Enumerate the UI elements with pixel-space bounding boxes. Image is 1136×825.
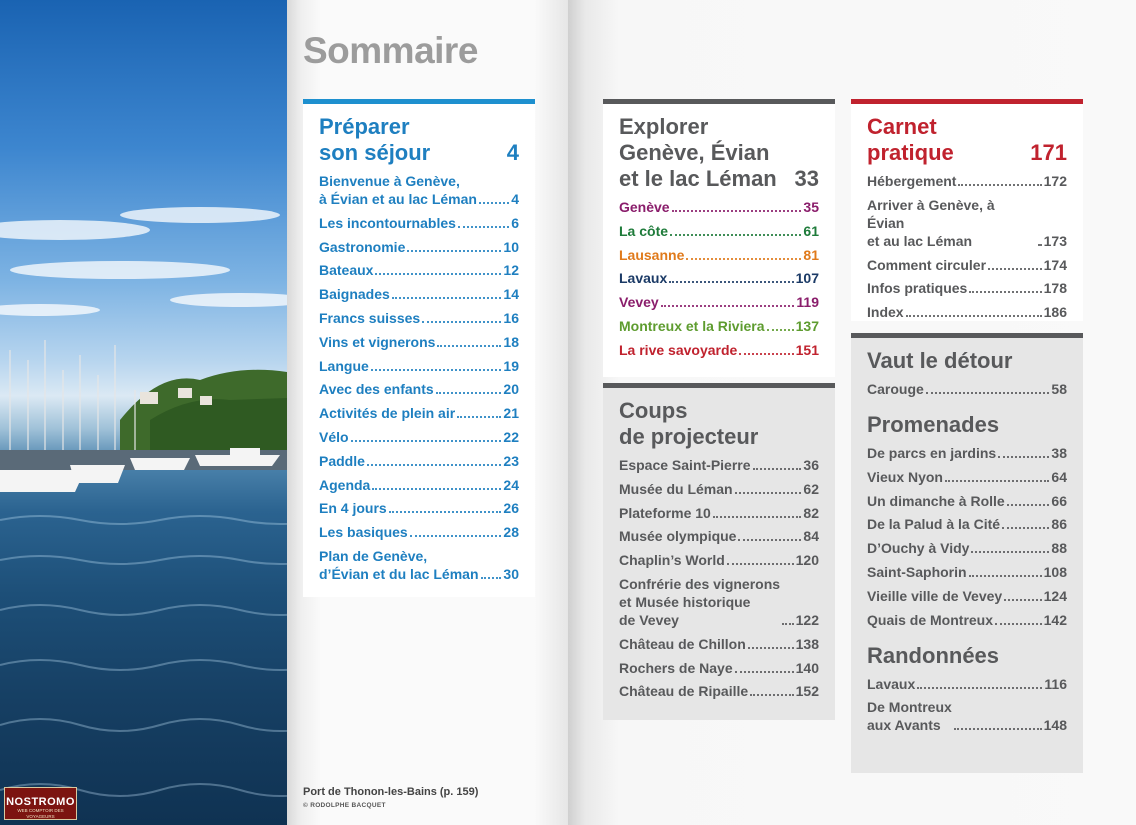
- toc-entry[interactable]: [619, 527, 819, 545]
- toc-entry-label: Hébergement: [867, 173, 957, 189]
- toc-entry-label: De parcs en jardins: [867, 445, 997, 461]
- toc-entry-page: 178: [1043, 280, 1067, 297]
- toc-leader-dots: [686, 258, 801, 260]
- toc-entry[interactable]: [619, 682, 819, 700]
- toc-entry-label: Musée du Léman: [619, 480, 733, 497]
- toc-entry-label: Vélo: [319, 428, 349, 445]
- toc-entry[interactable]: [867, 587, 1067, 605]
- coups-list: [619, 456, 819, 700]
- toc-entry-page: 82: [803, 504, 819, 521]
- toc-leader-dots: [713, 516, 802, 518]
- toc-leader-dots: [410, 535, 502, 537]
- toc-entry-label: Carouge: [867, 381, 924, 397]
- toc-entry-page: 19: [503, 357, 519, 374]
- toc-entry-page: 152: [795, 683, 819, 700]
- toc-entry[interactable]: [867, 172, 1067, 190]
- toc-entry-page: 16: [503, 309, 519, 326]
- toc-leader-dots: [479, 202, 509, 204]
- toc-entry[interactable]: [319, 214, 519, 232]
- toc-entry-label: Quais de Montreux: [867, 611, 994, 628]
- section-randonnees-title: Randonnées: [867, 642, 1000, 668]
- section-coups: [603, 383, 835, 720]
- toc-leader-dots: [1007, 504, 1050, 506]
- toc-entry-page: 142: [1043, 611, 1067, 628]
- toc-entry-label: Lausanne: [619, 246, 685, 263]
- toc-leader-dots: [767, 329, 794, 331]
- section-explorer: [603, 99, 835, 377]
- nostromo-logo: [4, 787, 77, 820]
- toc-entry-label: La rive savoyarde: [619, 341, 738, 358]
- toc-leader-dots: [351, 440, 502, 442]
- toc-entry-label: Comment circuler: [867, 256, 987, 273]
- toc-leader-dots: [1004, 599, 1041, 601]
- promenades-list: [867, 444, 1067, 629]
- toc-leader-dots: [1002, 527, 1049, 529]
- toc-entry[interactable]: [867, 492, 1067, 510]
- section-coups-title: Coups de projecteur: [619, 398, 759, 449]
- toc-entry-page: 38: [1051, 445, 1067, 461]
- toc-leader-dots: [954, 728, 1042, 730]
- toc-leader-dots: [917, 687, 1042, 689]
- toc-entry-label: Bateaux: [319, 262, 374, 279]
- toc-entry-label: Chaplin’s World: [619, 552, 725, 569]
- toc-entry[interactable]: [867, 539, 1067, 557]
- section-explorer-heading: [619, 114, 819, 192]
- toc-entry-label: Bienvenue à Genève, à Évian et au lac Léman: [319, 173, 477, 207]
- toc-entry-page: 18: [503, 333, 519, 350]
- toc-entry-label: Vieux Nyon: [867, 468, 943, 485]
- toc-entry-page: 4: [511, 191, 519, 207]
- toc-leader-dots: [738, 539, 801, 541]
- toc-leader-dots: [988, 268, 1042, 270]
- toc-entry-label: La côte: [619, 222, 669, 239]
- toc-leader-dots: [481, 577, 502, 579]
- section-explorer-title: Explorer Genève, Évian et le lac Léman: [619, 114, 777, 191]
- toc-entry-label: Gastronomie: [319, 238, 406, 255]
- toc-entry-label: Plateforme 10: [619, 504, 711, 521]
- toc-leader-dots: [995, 623, 1042, 625]
- toc-entry-label: De la Palud à la Cité: [867, 516, 1001, 533]
- toc-leader-dots: [739, 353, 793, 355]
- section-carnet-heading: [867, 114, 1067, 166]
- toc-entry[interactable]: [867, 196, 1067, 250]
- toc-leader-dots: [672, 210, 802, 212]
- toc-entry-page: 6: [511, 214, 519, 231]
- toc-entry[interactable]: [619, 293, 819, 311]
- toc-leader-dots: [750, 694, 793, 696]
- toc-entry-page: 36: [803, 457, 819, 473]
- toc-entry-label: Agenda: [319, 476, 371, 493]
- toc-leader-dots: [735, 492, 802, 494]
- toc-entry[interactable]: [319, 261, 519, 279]
- toc-entry-label: Espace Saint-Pierre: [619, 457, 751, 473]
- toc-entry[interactable]: [319, 285, 519, 303]
- toc-leader-dots: [926, 392, 1050, 394]
- toc-entry-page: 140: [795, 659, 819, 676]
- toc-entry[interactable]: [619, 246, 819, 264]
- toc-leader-dots: [436, 392, 502, 394]
- toc-leader-dots: [392, 297, 502, 299]
- toc-leader-dots: [735, 671, 794, 673]
- toc-entry-page: 124: [1043, 587, 1067, 604]
- toc-entry-page: 35: [803, 199, 819, 215]
- toc-entry[interactable]: [319, 428, 519, 446]
- toc-entry[interactable]: [619, 222, 819, 240]
- toc-entry[interactable]: [619, 317, 819, 335]
- toc-entry-page: 14: [503, 286, 519, 303]
- page-title: Sommaire: [303, 30, 478, 71]
- toc-leader-dots: [661, 305, 795, 307]
- toc-entry-page: 119: [796, 294, 819, 311]
- toc-entry-page: 23: [503, 452, 519, 469]
- toc-entry[interactable]: [867, 444, 1067, 462]
- toc-entry-page: 151: [795, 341, 819, 358]
- toc-entry-page: 122: [795, 611, 819, 628]
- toc-entry-label: Baignades: [319, 286, 390, 303]
- toc-entry-page: 84: [803, 528, 819, 545]
- section-preparer-title: Préparer son séjour: [319, 114, 431, 165]
- toc-entry[interactable]: [319, 523, 519, 541]
- section-preparer-heading: [319, 114, 519, 166]
- toc-entry[interactable]: [867, 698, 1067, 734]
- toc-leader-dots: [969, 575, 1042, 577]
- toc-entry-page: 12: [503, 262, 519, 279]
- toc-entry-page: 107: [795, 270, 819, 287]
- cover-photo: [0, 0, 287, 825]
- toc-leader-dots: [457, 416, 501, 418]
- carnet-list: [867, 172, 1067, 321]
- toc-entry[interactable]: [867, 279, 1067, 297]
- toc-entry-page: 62: [803, 480, 819, 497]
- toc-entry[interactable]: [319, 172, 519, 208]
- toc-leader-dots: [437, 345, 501, 347]
- toc-leader-dots: [372, 488, 501, 490]
- toc-entry-page: 173: [1043, 232, 1067, 249]
- toc-entry[interactable]: [619, 504, 819, 522]
- toc-entry[interactable]: [319, 357, 519, 375]
- toc-entry-page: 116: [1044, 675, 1067, 692]
- toc-leader-dots: [367, 464, 502, 466]
- toc-entry-page: 61: [803, 222, 819, 239]
- toc-entry-page: 26: [503, 500, 519, 517]
- toc-entry-label: Confrérie des vignerons et Musée historique de Vevey: [619, 575, 781, 628]
- toc-entry[interactable]: [619, 551, 819, 569]
- toc-leader-dots: [670, 234, 801, 236]
- section-carnet-title: Carnet pratique: [867, 114, 954, 165]
- toc-entry-page: 186: [1043, 304, 1067, 321]
- section-vaut: [851, 333, 1083, 773]
- toc-leader-dots: [407, 250, 501, 252]
- toc-entry-label: D’Ouchy à Vidy: [867, 540, 970, 557]
- toc-leader-dots: [748, 647, 794, 649]
- toc-entry[interactable]: [867, 515, 1067, 533]
- toc-entry[interactable]: [619, 269, 819, 287]
- toc-entry-label: Lavaux: [867, 675, 916, 692]
- toc-leader-dots: [371, 369, 502, 371]
- toc-entry[interactable]: [319, 238, 519, 256]
- logo-name: NOSTROMO: [6, 796, 75, 808]
- toc-entry-label: De Montreux aux Avants: [867, 699, 952, 734]
- toc-entry[interactable]: [319, 380, 519, 398]
- toc-entry-page: 81: [803, 246, 819, 263]
- section-explorer-page: 33: [794, 166, 819, 191]
- toc-entry-page: 88: [1051, 540, 1067, 557]
- toc-entry[interactable]: [319, 547, 519, 583]
- toc-entry-page: 22: [503, 428, 519, 445]
- toc-entry[interactable]: [619, 341, 819, 359]
- section-vaut-title: Vaut le détour: [867, 348, 1013, 373]
- toc-entry-label: Index: [867, 304, 904, 321]
- toc-leader-dots: [458, 226, 509, 228]
- toc-entry-label: Arriver à Genève, à Évian et au lac Léman: [867, 196, 995, 249]
- toc-entry[interactable]: [619, 659, 819, 677]
- toc-entry-label: Rochers de Naye: [619, 659, 733, 676]
- toc-entry[interactable]: [867, 303, 1067, 321]
- section-preparer-page: 4: [506, 140, 519, 165]
- toc-entry-page: 148: [1043, 717, 1067, 734]
- photo-caption: Port de Thonon-les-Bains (p. 159): [303, 786, 479, 798]
- toc-entry-label: Saint-Saphorin: [867, 563, 967, 580]
- randonnees-list: [867, 675, 1067, 735]
- section-carnet-page: 171: [1030, 140, 1067, 165]
- toc-entry[interactable]: [319, 476, 519, 494]
- toc-leader-dots: [958, 184, 1041, 186]
- toc-entry-label: Un dimanche à Rolle: [867, 492, 1005, 509]
- toc-leader-dots: [971, 551, 1049, 553]
- preparer-list: [319, 172, 519, 583]
- photo-credit: © RODOLPHE BACQUET: [303, 802, 386, 809]
- toc-leader-dots: [389, 511, 502, 513]
- toc-entry-page: 174: [1043, 256, 1067, 273]
- toc-entry-label: Francs suisses: [319, 309, 421, 326]
- toc-entry-label: Genève: [619, 199, 670, 215]
- toc-leader-dots: [753, 468, 802, 470]
- toc-entry[interactable]: [319, 499, 519, 517]
- toc-entry[interactable]: [867, 611, 1067, 629]
- toc-leader-dots: [782, 623, 794, 625]
- toc-entry[interactable]: [319, 333, 519, 351]
- toc-entry-page: 21: [503, 405, 519, 422]
- toc-entry-page: 10: [503, 238, 519, 255]
- toc-leader-dots: [1038, 244, 1042, 246]
- toc-entry-page: 137: [795, 317, 819, 334]
- toc-entry-page: 120: [795, 552, 819, 569]
- vaut-list: [867, 380, 1067, 398]
- logo-tagline: WEB COMPTOIR DES VOYAGEURS: [17, 808, 64, 819]
- toc-entry-label: Château de Chillon: [619, 635, 746, 652]
- toc-entry-label: Vins et vignerons: [319, 333, 436, 350]
- toc-leader-dots: [906, 315, 1042, 317]
- toc-entry-label: Vieille ville de Vevey: [867, 587, 1003, 604]
- toc-entry[interactable]: [867, 675, 1067, 693]
- toc-entry-page: 28: [503, 524, 519, 541]
- toc-entry-page: 108: [1043, 563, 1067, 580]
- toc-leader-dots: [969, 291, 1041, 293]
- toc-entry[interactable]: [319, 452, 519, 470]
- toc-entry-label: Avec des enfants: [319, 381, 434, 398]
- toc-entry-page: 138: [795, 635, 819, 652]
- toc-leader-dots: [998, 456, 1049, 458]
- toc-entry-page: 24: [503, 476, 519, 493]
- toc-leader-dots: [945, 480, 1049, 482]
- toc-entry-label: Musée olympique: [619, 528, 737, 545]
- toc-entry-label: En 4 jours: [319, 500, 387, 517]
- toc-entry-label: Langue: [319, 357, 369, 374]
- section-carnet: [851, 99, 1083, 321]
- section-promenades-title: Promenades: [867, 412, 1000, 437]
- toc-entry-label: Les incontournables: [319, 214, 456, 231]
- toc-entry[interactable]: [619, 480, 819, 498]
- toc-leader-dots: [375, 273, 501, 275]
- toc-entry[interactable]: [319, 404, 519, 422]
- toc-entry-page: 172: [1043, 173, 1067, 189]
- toc-entry-label: Lavaux: [619, 270, 668, 287]
- toc-entry-label: Paddle: [319, 452, 365, 469]
- toc-entry-label: Plan de Genève, d’Évian et du lac Léman: [319, 547, 479, 582]
- toc-entry[interactable]: [867, 256, 1067, 274]
- toc-entry-label: Activités de plein air: [319, 405, 456, 422]
- toc-entry-page: 64: [1051, 468, 1067, 485]
- toc-entry-label: Montreux et la Riviera: [619, 317, 765, 334]
- toc-entry-page: 86: [1051, 516, 1067, 533]
- toc-entry-label: Château de Ripaille: [619, 683, 749, 700]
- toc-entry-page: 20: [503, 381, 519, 398]
- toc-entry[interactable]: [867, 380, 1067, 398]
- toc-entry-label: Vevey: [619, 294, 659, 311]
- toc-leader-dots: [422, 321, 501, 323]
- toc-entry[interactable]: [619, 198, 819, 216]
- toc-entry-page: 58: [1051, 381, 1067, 397]
- toc-entry-page: 30: [503, 565, 519, 582]
- toc-entry[interactable]: [619, 575, 819, 629]
- toc-entry[interactable]: [319, 309, 519, 327]
- toc-entry-page: 66: [1051, 492, 1067, 509]
- section-preparer: [303, 99, 535, 597]
- toc-leader-dots: [669, 281, 793, 283]
- toc-entry[interactable]: [619, 456, 819, 474]
- explorer-list: [619, 198, 819, 359]
- toc-entry[interactable]: [619, 635, 819, 653]
- toc-entry-label: Les basiques: [319, 524, 408, 541]
- toc-entry[interactable]: [867, 563, 1067, 581]
- toc-entry-label: Infos pratiques: [867, 280, 968, 297]
- harbor-illustration: [0, 0, 287, 825]
- toc-leader-dots: [727, 563, 794, 565]
- toc-entry[interactable]: [867, 468, 1067, 486]
